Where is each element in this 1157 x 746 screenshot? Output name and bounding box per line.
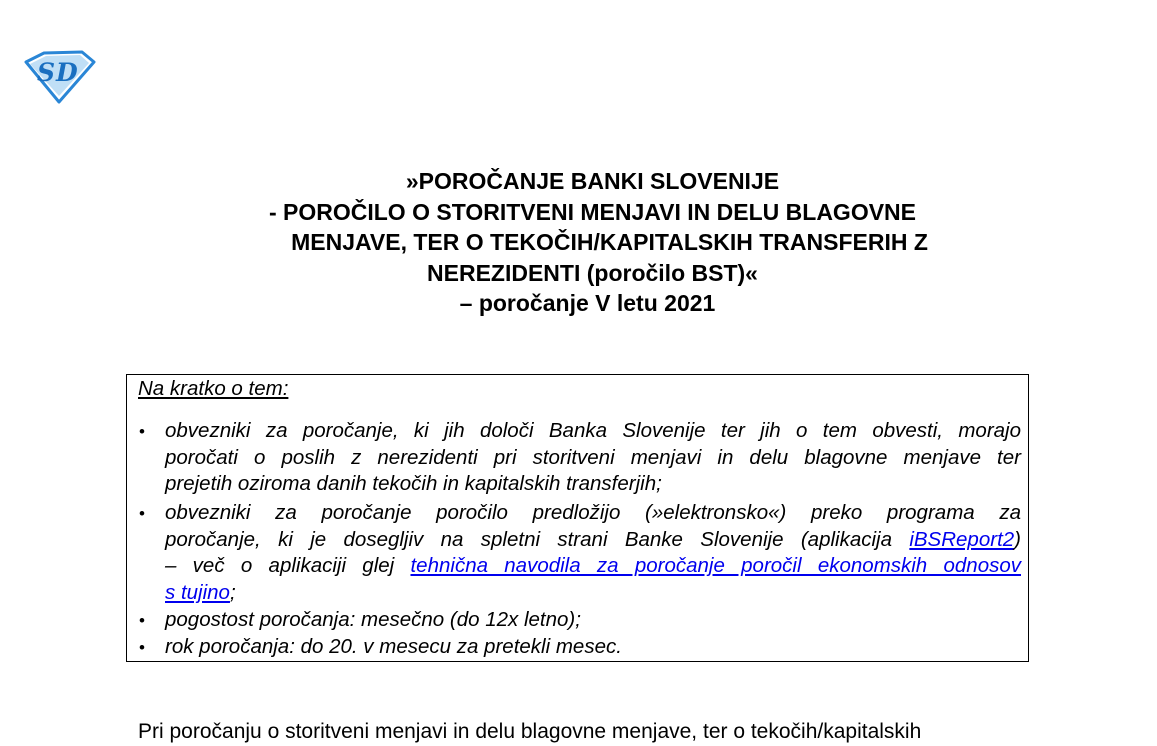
logo-emblem-icon [22,48,96,104]
bullet-icon: • [139,504,145,523]
technical-instructions-link-continued[interactable]: s tujino [165,580,230,604]
ibsreport2-link[interactable]: iBSReport2 [909,527,1015,551]
summary-heading: Na kratko o tem: [138,377,289,400]
title-line: – poročanje V letu 2021 [459,290,716,316]
banka-slovenije-logo [22,48,96,104]
item-line [165,527,1021,554]
bullet-icon: • [139,422,145,441]
item-line: obvezniki za poročanje, ki jih določi Banka Slovenije ter jih o tem obvesti, morajo [165,419,1021,442]
svg-text:D: D [56,58,78,87]
bullet-icon: • [139,611,145,630]
item-text: poročanje, ki je dosegljiv na spletni strani Banke Slovenije (aplikacija [165,527,910,551]
bullet-icon: • [139,638,145,657]
list-item [165,418,1021,498]
item-line [165,553,1021,580]
item-line: obvezniki za poročanje poročilo predložijo (»elektronsko«) preko programa za [165,501,1021,524]
item-line: rok poročanja: do 20. v mesecu za pretekli mesec. [165,635,622,658]
item-text: ; [229,580,236,604]
technical-instructions-link[interactable]: tehnična navodila za poročanje poročil ekonomskih odnosov [410,554,1021,577]
item-line [165,580,1021,607]
document-title [150,166,1035,319]
title-line: NEREZIDENTI (poročilo BST)« [427,259,758,286]
svg-text:S: S [37,58,56,87]
list-item [165,634,1021,661]
item-text: – več o aplikaciji glej [165,554,411,577]
list-item [165,500,1021,606]
title-line: »POROČANJE BANKI SLOVENIJE [405,168,780,194]
title-line: MENJAVE, TER O TEKOČIH/KAPITALSKIH TRANSFERIH Z [291,229,928,255]
item-line: poročati o poslih z nerezidenti pri storitveni menjavi in delu blagovne menjave ter [165,445,1021,469]
item-text: ) [1014,527,1021,551]
item-line: pogostost poročanja: mesečno (do 12x letno); [165,608,581,631]
list-item [165,607,1021,634]
body-paragraph: Pri poročanju o storitveni menjavi in delu blagovne menjave, ter o tekočih/kapitalskih [138,720,922,743]
summary-box [126,374,1029,662]
item-line: prejetih oziroma danih tekočih in kapitalskih transferjih; [165,472,662,495]
title-line: - POROČILO O STORITVENI MENJAVI IN DELU BLAGOVNE [268,198,917,225]
